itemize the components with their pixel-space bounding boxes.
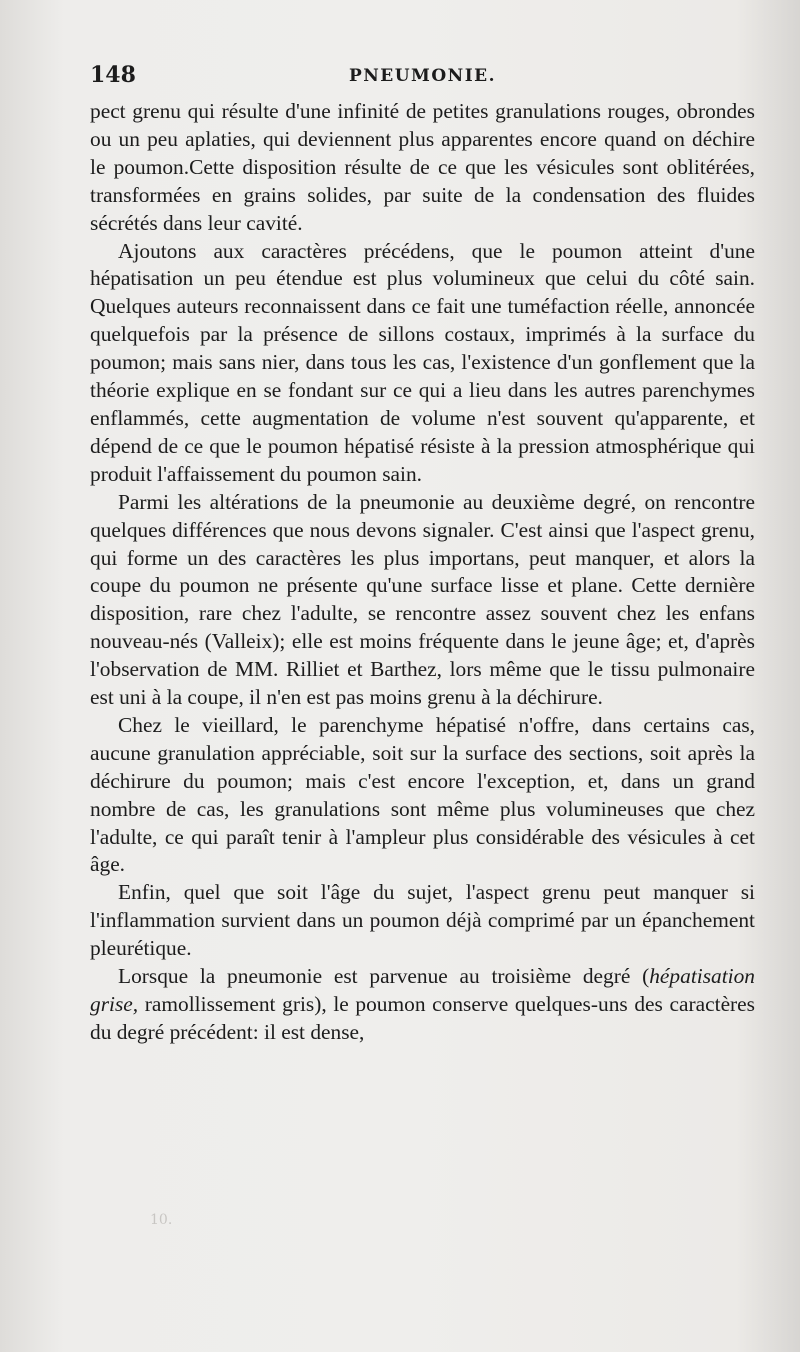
paragraph-3: Parmi les altérations de la pneumonie au deuxième degré, on rencontre quelques différences que nous devons signaler. C'est ainsi que l'aspect grenu, qui forme un des caractères les plus importans, peut manquer, et alors la coupe du poumon ne présente qu'une surface lisse et plane. Cette dernière disposition, rare chez l'adulte, se rencontre assez souvent chez les enfans nouveau-nés (Valleix); elle est moins fréquente dans le jeune âge; et, d'après l'observation de MM. Rilliet et Barthez, lors même que le tissu pulmonaire est uni à la coupe, il n'en est pas moins grenu à la déchirure. <box>90 489 755 710</box>
paragraph-6-end: ramollissement gris), le poumon conserve quelques-uns des caractères du degré précédent: il est dense, <box>90 992 755 1044</box>
paragraph-2: Ajoutons aux caractères précédens, que le poumon atteint d'une hépatisation un peu étendue est plus volumineux que celui du côté sain. Quelques auteurs reconnaissent dans ce fait une tuméfaction réelle, annoncée quelquefois par la présence de sillons costaux, imprimés à la surface du poumon; mais sans nier, dans tous les cas, l'existence d'un gonflement que la théorie explique en se fondant sur ce qui a lieu dans les autres parenchymes enflammés, cette augmentation de volume n'est souvent qu'apparente, et dépend de ce que le poumon hépatisé résiste à la pression atmosphérique qui produit l'affaissement du poumon sain. <box>90 238 755 486</box>
page-header <box>90 62 755 90</box>
paragraph-6-italic: hépatisation grise, <box>90 964 755 1016</box>
body-text <box>90 98 755 1047</box>
paragraph-4: Chez le vieillard, le parenchyme hépatisé n'offre, dans certains cas, aucune granulation appréciable, soit sur la surface des sections, soit après la déchirure du poumon; mais c'est encore l'exception, et, dans un grand nombre de cas, les granulations sont même plus volumineuses que chez l'adulte, ce qui paraît tenir à l'ampleur plus considérable des vésicules à cet âge. <box>90 712 755 877</box>
paragraph-6-start: Lorsque la pneumonie est parvenue au troisième degré ( <box>118 964 650 989</box>
page-number: 148 <box>90 62 136 88</box>
paragraph-6 <box>90 963 755 1047</box>
paragraph-1: pect grenu qui résulte d'une infinité de petites granulations rouges, obrondes ou un peu aplaties, qui deviennent plus apparentes encore quand on déchire le poumon.Cette disposition résulte de ce que les vésicules sont oblitérées, transformées en grains solides, par suite de la condensation des fluides sécrétés dans leur cavité. <box>90 99 755 235</box>
running-title: PNEUMONIE. <box>348 66 497 86</box>
signature-mark: 10. <box>150 1212 173 1228</box>
paragraph-5: Enfin, quel que soit l'âge du sujet, l'aspect grenu peut manquer si l'inflammation survient dans un poumon déjà comprimé par un épanchement pleurétique. <box>90 880 755 961</box>
